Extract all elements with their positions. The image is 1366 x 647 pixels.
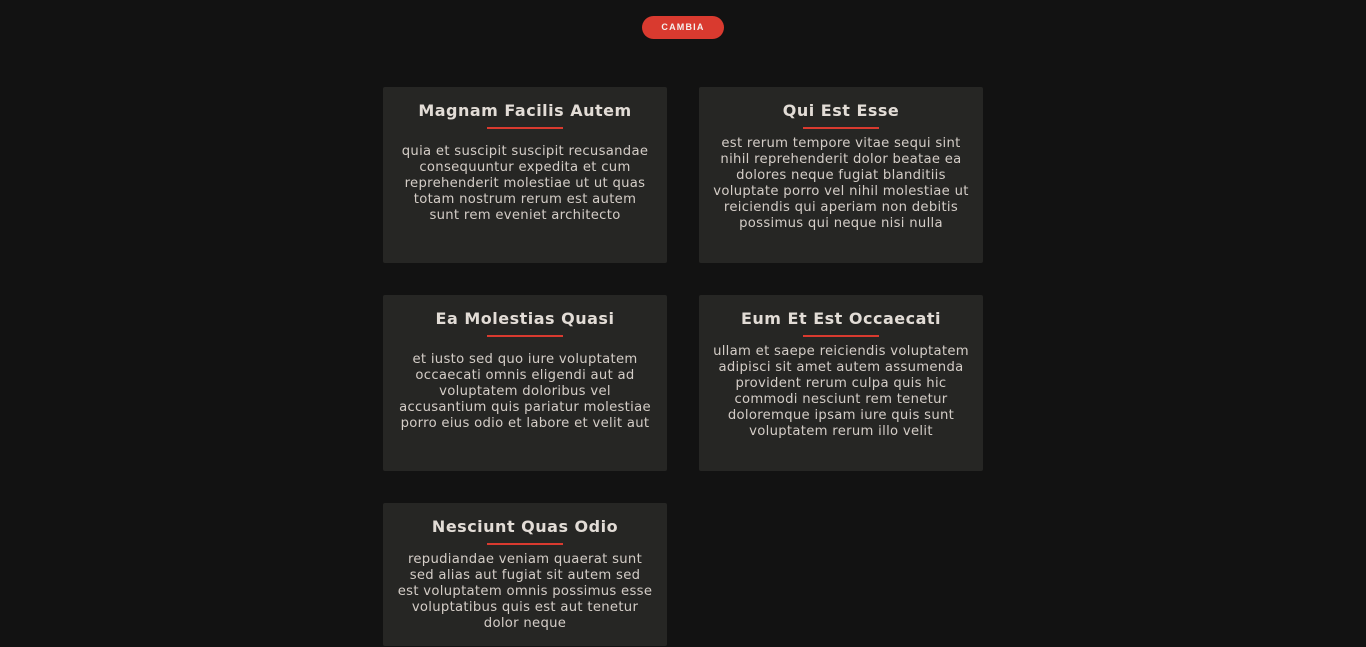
post-card	[383, 503, 667, 646]
post-card	[383, 87, 667, 263]
post-card	[699, 87, 983, 263]
post-card	[383, 295, 667, 471]
title-underline	[803, 335, 879, 337]
post-title: Qui Est Esse	[782, 101, 900, 120]
post-body: ullam et saepe reiciendis voluptatem adipisci sit amet autem assumenda provident rerum culpa quis hic commodi nesciunt rem tenetur doloremque ipsam iure quis sunt voluptatem rerum illo velit	[713, 344, 969, 439]
title-underline	[803, 127, 879, 129]
post-body: et iusto sed quo iure voluptatem occaecati omnis eligendi aut ad voluptatem doloribus vel accusantium quis pariatur molestiae porro eius odio et labore et velit aut	[399, 352, 651, 431]
post-title: Ea Molestias Quasi	[435, 309, 615, 328]
post-body: repudiandae veniam quaerat sunt sed alias aut fugiat sit autem sed est voluptatem omnis possimus esse voluptatibus quis est aut tenetur dolor neque	[397, 552, 653, 631]
post-title: Eum Et Est Occaecati	[740, 309, 941, 328]
post-body: quia et suscipit suscipit recusandae consequuntur expedita et cum reprehenderit molestiae ut ut quas totam nostrum rerum est autem sunt rem eveniet architecto	[401, 144, 649, 223]
post-title: Magnam Facilis Autem	[418, 101, 632, 120]
title-underline	[487, 543, 563, 545]
post-card	[699, 295, 983, 471]
title-underline	[487, 127, 563, 129]
title-underline	[487, 335, 563, 337]
post-body: est rerum tempore vitae sequi sint nihil reprehenderit dolor beatae ea dolores neque fugiat blanditiis voluptate porro vel nihil molestiae ut reiciendis qui aperiam non debitis possimus qui neque nisi nulla	[713, 136, 969, 231]
change-button[interactable]: CAMBIA	[642, 16, 724, 39]
post-title: Nesciunt Quas Odio	[431, 517, 619, 536]
